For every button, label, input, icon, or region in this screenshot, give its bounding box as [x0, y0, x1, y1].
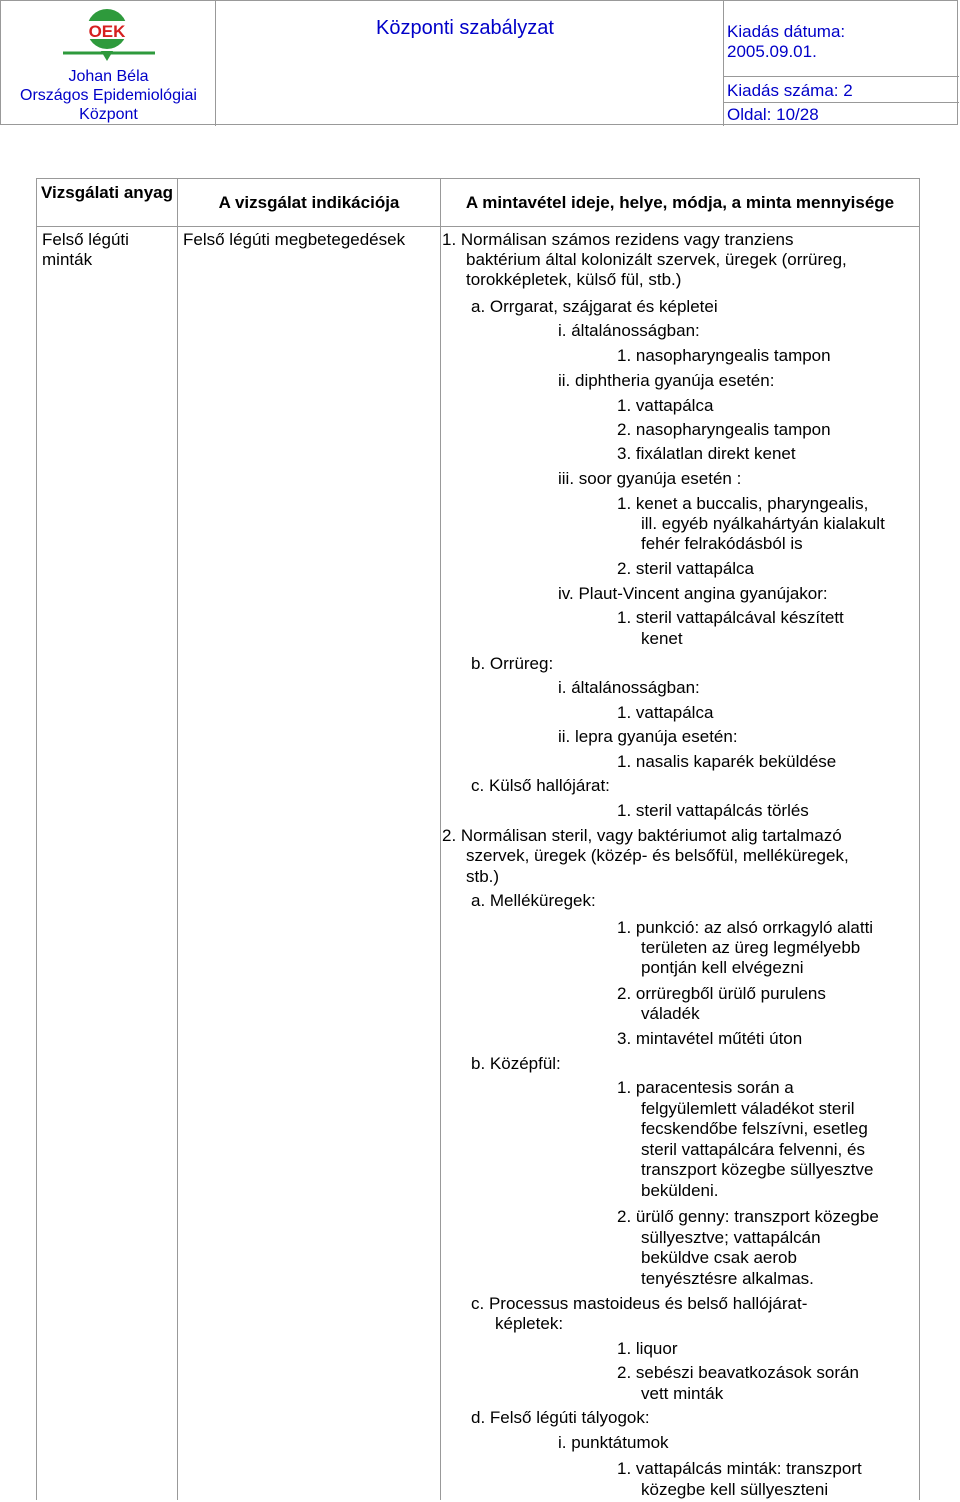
text-line: 2. Normálisan steril, vagy baktériumot alig tartalmazó — [442, 826, 842, 845]
text-line: a. Orrgarat, szájgarat és képletei — [471, 297, 718, 316]
meta-divider — [724, 102, 959, 103]
text-line: 2. nasopharyngealis tampon — [617, 420, 831, 439]
text-line: iv. Plaut-Vincent angina gyanújakor: — [558, 584, 828, 603]
text-line: 1. nasopharyngealis tampon — [617, 346, 831, 365]
text-line: vett minták — [641, 1384, 724, 1403]
meta-divider — [724, 76, 959, 77]
text-line: transzport közegbe süllyesztve — [641, 1160, 874, 1179]
sampling-table — [36, 178, 920, 1500]
text-line: baktérium által kolonizált szervek, üregek (orrüreg, — [466, 250, 847, 269]
text-line: fecskendőbe felszívni, esetleg — [641, 1119, 868, 1138]
text-line: beküldve csak aerob — [641, 1248, 797, 1267]
text-line: ii. lepra gyanúja esetén: — [558, 727, 738, 746]
text-line: stb.) — [466, 867, 500, 886]
text-line: süllyesztve; vattapálcán — [641, 1228, 821, 1247]
table-border-left — [36, 178, 37, 1500]
text-line: a. Melléküregek: — [471, 891, 596, 910]
text-line: váladék — [641, 1004, 700, 1023]
header-org-cell — [1, 1, 216, 126]
issue-date: 2005.09.01. — [727, 42, 817, 61]
text-line: 1. steril vattapálcás törlés — [617, 801, 809, 820]
text-line: felgyülemlett váladékot steril — [641, 1099, 855, 1118]
table-col-divider — [177, 178, 178, 1500]
header-title-cell — [216, 1, 724, 126]
text-line: 2. steril vattapálca — [617, 559, 755, 578]
text-line: c. Külső hallójárat: — [471, 776, 610, 795]
page-number: Oldal: 10/28 — [727, 105, 819, 124]
text-line: 1. kenet a buccalis, pharyngealis, — [617, 494, 869, 513]
text-line: ii. diphtheria gyanúja esetén: — [558, 371, 775, 390]
text-line: i. általánosságban: — [558, 321, 700, 340]
org-name-line1: Johan Béla — [68, 68, 149, 85]
issue-number: Kiadás száma: 2 — [727, 81, 853, 100]
text-line: torokképletek, külső fül, stb.) — [466, 270, 682, 289]
text-line: b. Orrüreg: — [471, 654, 554, 673]
text-line: 1. Normálisan számos rezidens vagy tranziens — [442, 230, 794, 249]
indication-cell: Felső légúti megbetegedések — [183, 230, 406, 249]
text-line: tenyésztésre alkalmas. — [641, 1269, 814, 1288]
text-line: 2. ürülő genny: transzport közegbe — [617, 1207, 879, 1226]
text-line: 1. punkció: az alsó orrkagyló alatti — [617, 918, 874, 937]
org-name-line3: Központ — [79, 106, 138, 123]
column-header-sampling: A mintavétel ideje, helye, módja, a minta mennyisége — [465, 193, 895, 212]
text-line: iii. soor gyanúja esetén : — [558, 469, 742, 488]
column-header-indication: A vizsgálat indikációja — [218, 193, 400, 212]
text-line: pontján kell elvégezni — [641, 958, 804, 977]
text-line: 1. liquor — [617, 1339, 678, 1358]
text-line: 1. steril vattapálcával készített — [617, 608, 844, 627]
text-line: beküldeni. — [641, 1181, 719, 1200]
issue-date-label: Kiadás dátuma: — [727, 22, 846, 41]
text-line: 3. fixálatlan direkt kenet — [617, 444, 796, 463]
text-line: fehér felrakódásból is — [641, 534, 803, 553]
text-line: közegbe kell süllyeszteni — [641, 1480, 829, 1499]
text-line: 3. mintavétel műtéti úton — [617, 1029, 803, 1048]
text-line: 1. vattapálca — [617, 703, 714, 722]
text-line: steril vattapálcára felvenni, és — [641, 1140, 865, 1159]
svg-text:OEK: OEK — [88, 22, 126, 41]
table-col-divider — [440, 178, 441, 1500]
column-header-material: Vizsgálati anyag — [41, 183, 173, 202]
header-meta-cell — [724, 1, 959, 126]
oek-logo — [61, 7, 157, 63]
text-line: 1. vattapálca — [617, 396, 714, 415]
text-line: 2. sebészi beavatkozások során — [617, 1363, 859, 1382]
org-name-line2: Országos Epidemiológiai — [20, 87, 197, 104]
text-line: 2. orrüregből ürülő purulens — [617, 984, 826, 1003]
text-line: d. Felső légúti tályogok: — [471, 1408, 650, 1427]
text-line: képletek: — [495, 1314, 564, 1333]
text-line: i. punktátumok — [558, 1433, 669, 1452]
table-border-top — [36, 178, 920, 179]
text-line: ill. egyéb nyálkahártyán kialakult — [641, 514, 885, 533]
text-line: 1. paracentesis során a — [617, 1078, 794, 1097]
document-title: Központi szabályzat — [376, 17, 554, 39]
text-line: i. általánosságban: — [558, 678, 700, 697]
text-line: szervek, üregek (közép- és belsőfül, melléküregek, — [466, 846, 849, 865]
text-line: b. Középfül: — [471, 1054, 561, 1073]
text-line: területen az üreg legmélyebb — [641, 938, 861, 957]
table-border-right — [919, 178, 920, 1500]
text-line: kenet — [641, 629, 683, 648]
text-line: c. Processus mastoideus és belső hallójárat- — [471, 1294, 808, 1313]
document-header — [0, 0, 958, 125]
material-cell: Felső légúti minták — [42, 230, 129, 269]
table-header-divider — [36, 226, 920, 227]
text-line: 1. nasalis kaparék beküldése — [617, 752, 837, 771]
text-line: 1. vattapálcás minták: transzport — [617, 1459, 862, 1478]
